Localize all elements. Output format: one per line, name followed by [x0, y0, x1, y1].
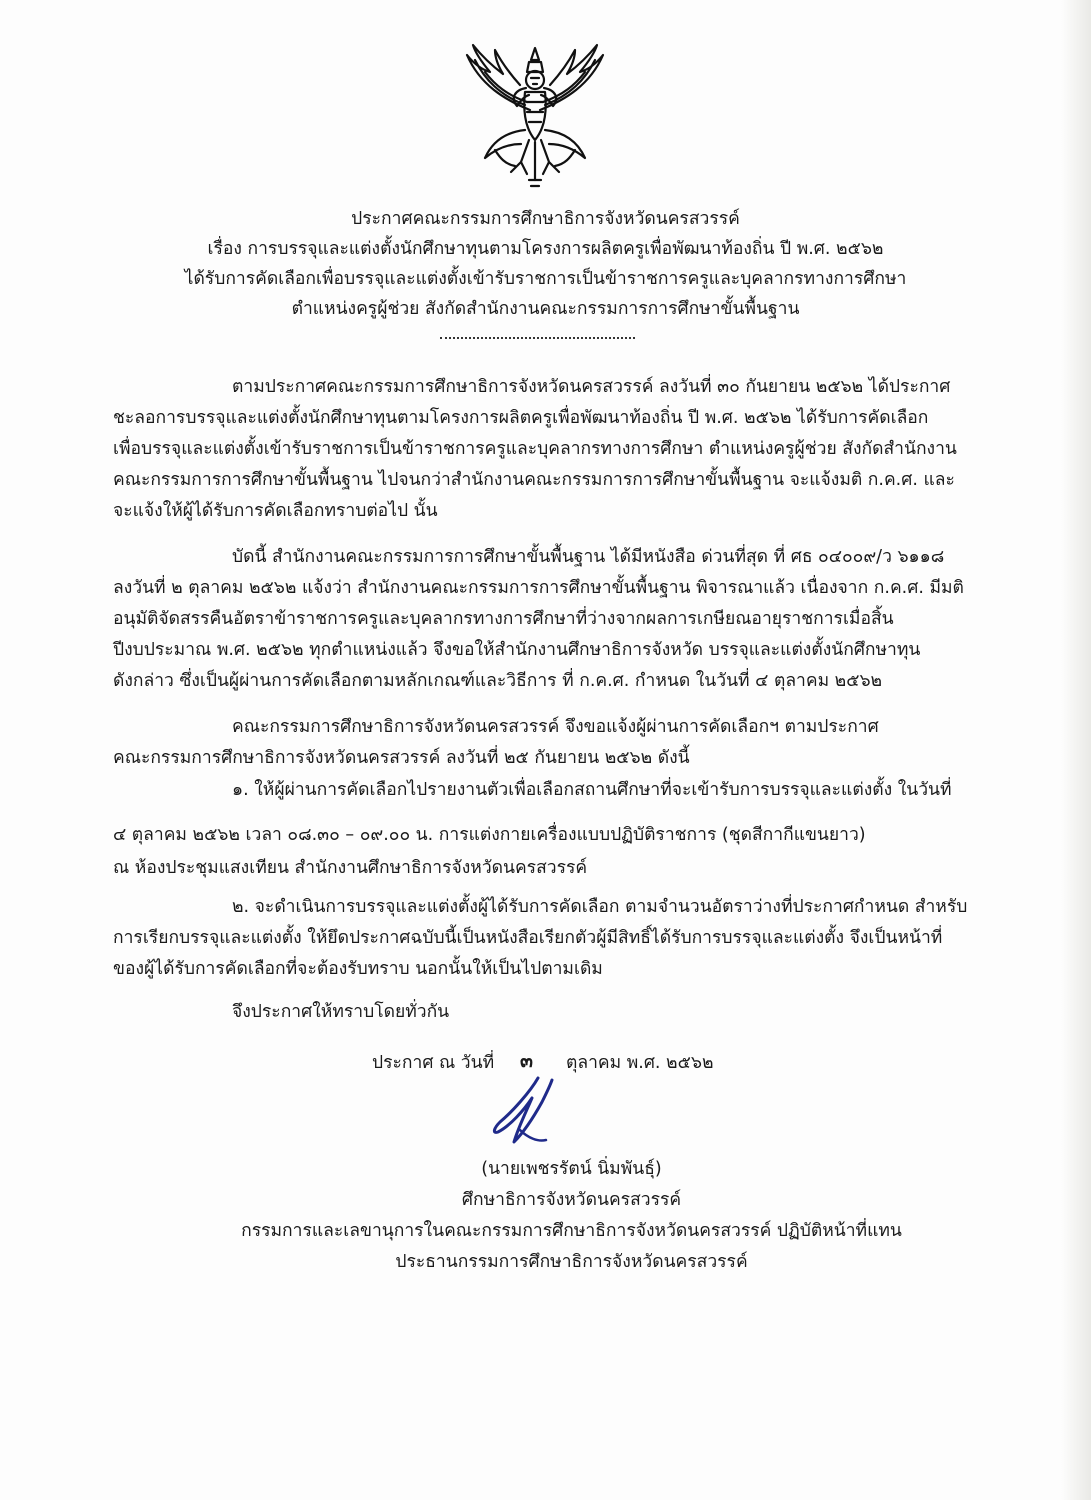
paragraph-2-line-3: อนุมัติจัดสรรคืนอัตราข้าราชการครูและบุคลากรทางการศึกษาที่ว่างจากผลการเกษียณอายุราชการเมื่อสิ้น [113, 609, 894, 629]
paragraph-1-line-4: คณะกรรมการการศึกษาขั้นพื้นฐาน ไปจนกว่าสำนักงานคณะกรรมการการศึกษาขั้นพื้นฐาน จะแจ้งมติ ก.ค.ศ. และ [113, 470, 955, 490]
item-1-line-3: ณ ห้องประชุมแสงเทียน สำนักงานศึกษาธิการจังหวัดนครสวรรค์ [113, 858, 588, 878]
signer-title-3: ประธานกรรมการศึกษาธิการจังหวัดนครสวรรค์ [395, 1252, 748, 1272]
garuda-emblem [445, 40, 625, 195]
subject-line-3: ตำแหน่งครูผู้ช่วย สังกัดสำนักงานคณะกรรมการการศึกษาขั้นพื้นฐาน [291, 299, 800, 319]
handwritten-signature [480, 1072, 570, 1152]
paragraph-2-line-1: บัดนี้ สำนักงานคณะกรรมการการศึกษาขั้นพื้นฐาน ได้มีหนังสือ ด่วนที่สุด ที่ ศธ ๐๔๐๐๙/ว ๖๑๑๘ [232, 547, 945, 567]
paragraph-3-line-1: คณะกรรมการศึกษาธิการจังหวัดนครสวรรค์ จึงขอแจ้งผู้ผ่านการคัดเลือกฯ ตามประกาศ [232, 717, 879, 737]
closing-line: จึงประกาศให้ทราบโดยทั่วกัน [232, 1002, 450, 1022]
signer-title-1: ศึกษาธิการจังหวัดนครสวรรค์ [461, 1190, 682, 1210]
announcement-title: ประกาศคณะกรรมการศึกษาธิการจังหวัดนครสวรรค์ [351, 209, 740, 229]
paragraph-1-line-1: ตามประกาศคณะกรรมการศึกษาธิการจังหวัดนครสวรรค์ ลงวันที่ ๓๐ กันยายน ๒๕๖๒ ได้ประกาศ [232, 377, 951, 397]
item-1-line-1: ๑. ให้ผู้ผ่านการคัดเลือกไปรายงานตัวเพื่อเลือกสถานศึกษาที่จะเข้ารับการบรรจุและแต่งตั้ง ในวันที่ [232, 780, 952, 800]
signer-name: (นายเพชรรัตน์ นิ่มพันธุ์) [481, 1159, 662, 1179]
item-2-line-2: การเรียกบรรจุและแต่งตั้ง ให้ยึดประกาศฉบับนี้เป็นหนังสือเรียกตัวผู้มีสิทธิ์ได้รับการบรรจุและแต่งตั้ง จึงเป็นหน้าที่ [113, 928, 943, 948]
date-month-year: ตุลาคม พ.ศ. ๒๕๖๒ [566, 1053, 714, 1073]
item-2-line-1: ๒. จะดำเนินการบรรจุและแต่งตั้งผู้ได้รับการคัดเลือก ตามจำนวนอัตราว่างที่ประกาศกำหนด สำหรับ [232, 897, 968, 917]
item-1-line-2: ๔ ตุลาคม ๒๕๖๒ เวลา ๐๘.๓๐ – ๐๙.๐๐ น. การแต่งกายเครื่องแบบปฏิบัติราชการ (ชุดสีกากีแขนยาว) [113, 825, 866, 845]
date-day: ๓ [520, 1050, 533, 1072]
date-prefix: ประกาศ ณ วันที่ [372, 1053, 495, 1073]
dotted-divider [440, 337, 635, 339]
paragraph-1-line-3: เพื่อบรรจุและแต่งตั้งเข้ารับราชการเป็นข้าราชการครูและบุคลากรทางการศึกษา ตำแหน่งครูผู้ช่วย สังกัดสำนักงาน [113, 439, 957, 459]
paragraph-2-line-5: ดังกล่าว ซึ่งเป็นผู้ผ่านการคัดเลือกตามหลักเกณฑ์และวิธีการ ที่ ก.ค.ศ. กำหนด ในวันที่ ๔ ตุลาคม ๒๕๖๒ [113, 671, 883, 691]
paragraph-1-line-2: ชะลอการบรรจุและแต่งตั้งนักศึกษาทุนตามโครงการผลิตครูเพื่อพัฒนาท้องถิ่น ปี พ.ศ. ๒๕๖๒ ได้รับการคัดเลือก [113, 408, 929, 428]
paragraph-2-line-4: ปีงบประมาณ พ.ศ. ๒๕๖๒ ทุกตำแหน่งแล้ว จึงขอให้สำนักงานศึกษาธิการจังหวัด บรรจุและแต่งตั้งนักศึกษาทุน [113, 640, 921, 660]
subject-line-1: เรื่อง การบรรจุและแต่งตั้งนักศึกษาทุนตามโครงการผลิตครูเพื่อพัฒนาท้องถิ่น ปี พ.ศ. ๒๕๖๒ [207, 239, 884, 259]
item-2-line-3: ของผู้ได้รับการคัดเลือกที่จะต้องรับทราบ นอกนั้นให้เป็นไปตามเดิม [113, 959, 603, 979]
paragraph-2-line-2: ลงวันที่ ๒ ตุลาคม ๒๕๖๒ แจ้งว่า สำนักงานคณะกรรมการการศึกษาขั้นพื้นฐาน พิจารณาแล้ว เนื่องจาก ก.ค.ศ. มีมติ [113, 578, 964, 598]
paragraph-1-line-5: จะแจ้งให้ผู้ได้รับการคัดเลือกทราบต่อไป นั้น [113, 501, 438, 521]
signer-title-2: กรรมการและเลขานุการในคณะกรรมการศึกษาธิการจังหวัดนครสวรรค์ ปฏิบัติหน้าที่แทน [241, 1221, 902, 1241]
paragraph-3-line-2: คณะกรรมการศึกษาธิการจังหวัดนครสวรรค์ ลงวันที่ ๒๕ กันยายน ๒๕๖๒ ดังนี้ [113, 748, 690, 768]
subject-line-2: ได้รับการคัดเลือกเพื่อบรรจุและแต่งตั้งเข้ารับราชการเป็นข้าราชการครูและบุคลากรทางการศึกษา [184, 269, 907, 289]
